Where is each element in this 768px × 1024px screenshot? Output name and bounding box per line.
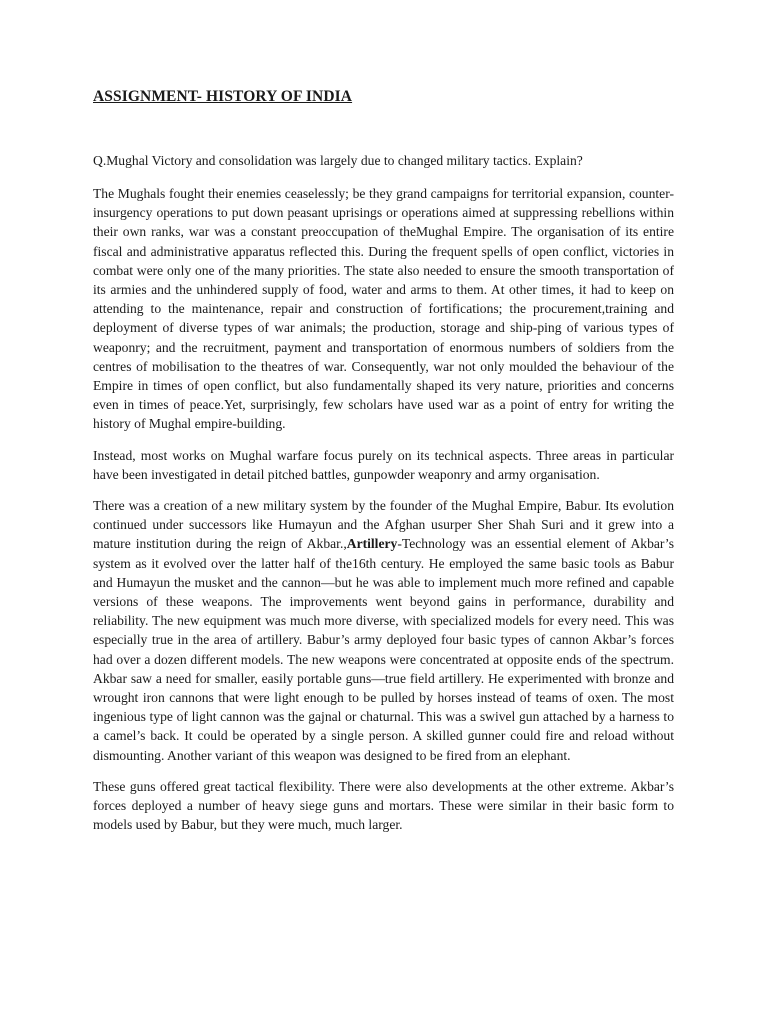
document-body bbox=[93, 184, 674, 847]
paragraph-1: The Mughals fought their enemies ceaselessly; be they grand campaigns for territorial expansion, counter-insurgency operations to put down peasant uprisings or operations aimed at suppressing rebellions within their own ranks, war was a constant preoccupation of theMughal Empire. The organisation of its entire fiscal and administrative apparatus reflected this. During the frequent spells of open conflict, victories in combat were only one of the many priorities. The state also needed to ensure the smooth transportation of its armies and the unhindered supply of food, water and arms to them. At other times, it had to keep on attending to the maintenance, repair and construction of fortifications; the procurement,training and deployment of diverse types of war animals; the production, storage and ship-ping of various types of weaponry; and the recruitment, payment and transportation of enormous numbers of soldiers from the centres of mobilisation to the theatres of war. Consequently, war not only moulded the behaviour of the Empire in times of open conflict, but also fundamentally shaped its very nature, priorities and concerns even in times of peace.Yet, surprisingly, few scholars have used war as a point of entry for writing the history of Mughal empire-building. bbox=[93, 186, 674, 432]
paragraph-4: These guns offered great tactical flexibility. There were also developments at the other extreme. Akbar’s forces deployed a number of heavy siege guns and mortars. These were similar in their basic form to models used by Babur, but they were much, much larger. bbox=[93, 778, 674, 833]
artillery-heading: Artillery bbox=[346, 536, 398, 552]
paragraph-2: Instead, most works on Mughal warfare focus purely on its technical aspects. Three areas in particular have been investigated in detail pitched battles, gunpowder weaponry and army organisation. bbox=[93, 447, 674, 482]
document-title: ASSIGNMENT- HISTORY OF INDIA bbox=[93, 88, 353, 105]
paragraph-3-intro: There was a creation of a new military system by the founder of the Mughal Empire, Babur. Its evolution continued under successors like Humayun and the Afghan usurper Sher Shah Suri and it grew into a mature institution during the reign of Akbar., bbox=[93, 498, 674, 552]
question-text: Q.Mughal Victory and consolidation was largely due to changed military tactics. Explain? bbox=[93, 153, 583, 168]
paragraph-3 bbox=[93, 496, 674, 765]
paragraph-3-rest: -Technology was an essential element of Akbar’s system as it evolved over the latter half of the16th century. He employed the same basic tools as Babur and Humayun the musket and the cannon—but he was able to implement much more refined and capable versions of these weapons. The improvements went beyond gains in performance, durability and reliability. The new equipment was much more diverse, with specialized models for every need. This was especially true in the area of artillery. Babur’s army deployed four basic types of cannon Akbar’s forces had over a dozen different models. The new weapons were concentrated at opposite ends of the spectrum. Akbar saw a need for smaller, easily portable guns—true field artillery. He experimented with bronze and wrought iron cannons that were light enough to be pulled by horses instead of teams of oxen. The most ingenious type of light cannon was the gajnal or chaturnal. This was a swivel gun attached by a harness to a camel’s back. It could be operated by a single person. A skilled gunner could fire and reload without dismounting. Another variant of this weapon was designed to be fired from an elephant. bbox=[93, 536, 674, 763]
